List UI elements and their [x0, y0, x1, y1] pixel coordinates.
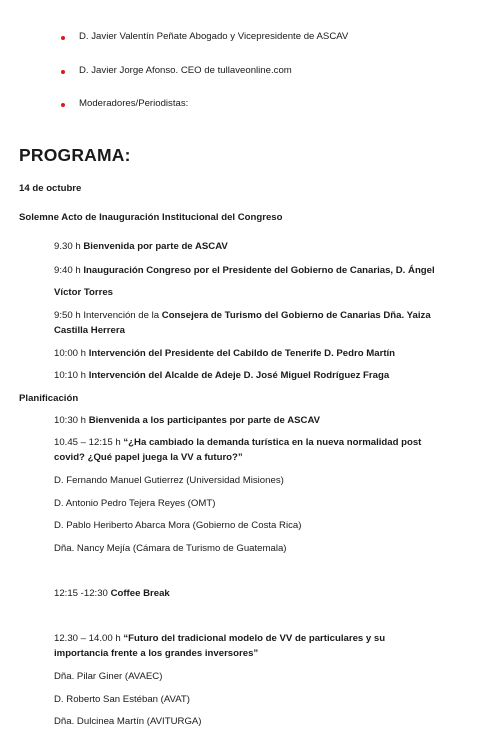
speaker: Dña. Dulcinea Martín (AVITURGA)	[54, 716, 202, 727]
speaker: D. Pablo Heriberto Abarca Mora (Gobierno de Costa Rica)	[54, 520, 302, 531]
agenda-item	[54, 310, 431, 322]
agenda-text: “¿Ha cambiado la demanda turística en la nueva normalidad post	[123, 437, 422, 448]
agenda-text-continued: Castilla Herrera	[54, 325, 125, 336]
agenda-time: 10:30 h	[54, 415, 87, 426]
agenda-text: Coffee Break	[110, 588, 170, 599]
agenda-text-pre: Intervención de la	[83, 310, 160, 321]
bullet-item-3: Moderadores/Periodistas:	[79, 98, 189, 109]
agenda-time: 10:00 h	[54, 348, 87, 359]
agenda-text: Intervención del Presidente del Cabildo de Tenerife D. Pedro Martín	[88, 348, 396, 359]
agenda-text-continued: Víctor Torres	[54, 287, 114, 298]
agenda-time: 9.30 h	[54, 241, 81, 252]
speaker: Dña. Nancy Mejía (Cámara de Turismo de Guatemala)	[54, 543, 287, 554]
section-title-planificacion: Planificación	[19, 393, 79, 404]
coffee-break	[54, 588, 170, 600]
agenda-item	[54, 437, 421, 449]
agenda-time: 9:40 h	[54, 265, 81, 276]
agenda-item	[54, 241, 228, 253]
programa-title: PROGRAMA:	[19, 145, 131, 165]
agenda-text: Consejera de Turismo del Gobierno de Canarias Dña. Yaiza	[161, 310, 431, 321]
agenda-text: Inauguración Congreso por el Presidente del Gobierno de Canarias, D. Ángel	[83, 265, 435, 276]
agenda-item	[54, 348, 395, 360]
agenda-text: Intervención del Alcalde de Adeje D. José Miguel Rodríguez Fraga	[88, 370, 390, 381]
speaker: D. Antonio Pedro Tejera Reyes (OMT)	[54, 498, 216, 509]
bullet-dot	[61, 70, 65, 74]
agenda-time: 10:10 h	[54, 370, 87, 381]
agenda-text: Bienvenida por parte de ASCAV	[83, 241, 228, 252]
agenda-item	[54, 265, 435, 277]
agenda-text-continued: importancia frente a los grandes inversores”	[54, 648, 259, 659]
agenda-item	[54, 415, 320, 427]
agenda-text: “Futuro del tradicional modelo de VV de particulares y su	[123, 633, 386, 644]
section-title-inauguracion: Solemne Acto de Inauguración Institucional del Congreso	[19, 212, 283, 223]
bullet-dot	[61, 36, 65, 40]
agenda-item	[54, 633, 385, 645]
agenda-item	[54, 370, 389, 382]
agenda-time: 9:50 h	[54, 310, 81, 321]
agenda-text: Bienvenida a los participantes por parte de ASCAV	[88, 415, 321, 426]
bullet-item-2: D. Javier Jorge Afonso. CEO de tullaveonline.com	[79, 65, 292, 76]
speaker: D. Roberto San Estéban (AVAT)	[54, 694, 190, 705]
event-date: 14 de octubre	[19, 183, 82, 194]
agenda-time: 12.30 – 14.00 h	[54, 633, 121, 644]
agenda-text-continued: covid? ¿Qué papel juega la VV a futuro?”	[54, 452, 243, 463]
speaker: Dña. Pilar Giner (AVAEC)	[54, 671, 163, 682]
agenda-time: 10.45 – 12:15 h	[54, 437, 121, 448]
bullet-item-1: D. Javier Valentín Peñate Abogado y Vicepresidente de ASCAV	[79, 31, 349, 42]
speaker: D. Fernando Manuel Gutierrez (Universidad Misiones)	[54, 475, 284, 486]
agenda-time: 12:15 -12:30	[54, 588, 108, 599]
bullet-dot	[61, 103, 65, 107]
